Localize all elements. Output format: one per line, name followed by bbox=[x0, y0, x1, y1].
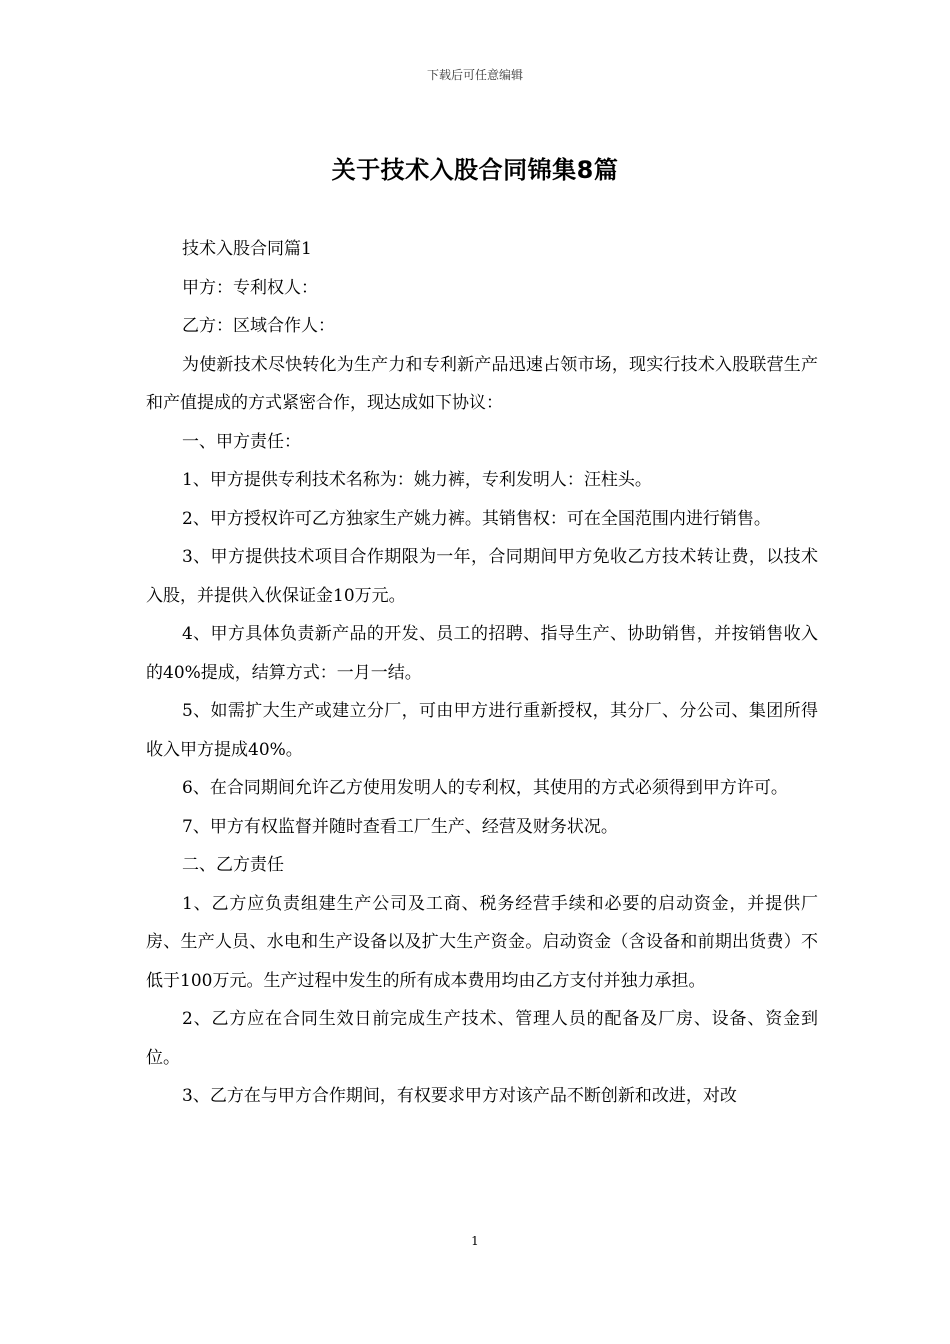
paragraph: 6、在合同期间允许乙方使用发明人的专利权，其使用的方式必须得到甲方许可。 bbox=[182, 778, 788, 798]
page-number: 1 bbox=[471, 1234, 479, 1248]
paragraph: 1、甲方提供专利技术名称为：姚力裤，专利发明人：汪柱头。 bbox=[182, 470, 652, 490]
paragraph: 7、甲方有权监督并随时查看工厂生产、经营及财务状况。 bbox=[182, 816, 618, 837]
paragraph: 3、乙方在与甲方合作期间，有权要求甲方对该产品不断创新和改进，对改 bbox=[182, 1086, 737, 1106]
paragraph: 2、乙方应在合同生效日前完成生产技术、管理人员的配备及厂房、设备、资金到位。 bbox=[146, 1009, 818, 1068]
paragraph: 甲方：专利权人： bbox=[182, 277, 318, 298]
header-note: 下载后可任意编辑 bbox=[426, 68, 523, 82]
paragraph: 为使新技术尽快转化为生产力和专利新产品迅速占领市场，现实行技术入股联营生产和产值提成的方式紧密合作，现达成如下协议： bbox=[146, 354, 818, 413]
document-title: 关于技术入股合同锦集8篇 bbox=[331, 156, 619, 184]
paragraph: 乙方：区域合作人： bbox=[182, 316, 335, 336]
paragraph: 技术入股合同篇1 bbox=[182, 239, 312, 259]
paragraph: 一、甲方责任： bbox=[182, 431, 301, 452]
paragraph: 4、甲方具体负责新产品的开发、员工的招聘、指导生产、协助销售，并按销售收入的40%提成，结算方式：一月一结。 bbox=[146, 624, 818, 683]
paragraph: 5、如需扩大生产或建立分厂，可由甲方进行重新授权，其分厂、分公司、集团所得收入甲方提成40%。 bbox=[146, 701, 818, 760]
document-body bbox=[146, 230, 818, 1116]
paragraph: 二、乙方责任 bbox=[182, 855, 284, 875]
paragraph: 3、甲方提供技术项目合作期限为一年，合同期间甲方免收乙方技术转让费，以技术入股，并提供入伙保证金10万元。 bbox=[146, 547, 818, 606]
paragraph: 2、甲方授权许可乙方独家生产姚力裤。其销售权：可在全国范围内进行销售。 bbox=[182, 508, 771, 529]
paragraph: 1、乙方应负责组建生产公司及工商、税务经营手续和必要的启动资金，并提供厂房、生产人员、水电和生产设备以及扩大生产资金。启动资金（含设备和前期出货费）不低于100万元。生产过程中发生的所有成本费用均由乙方支付并独力承担。 bbox=[146, 893, 818, 991]
